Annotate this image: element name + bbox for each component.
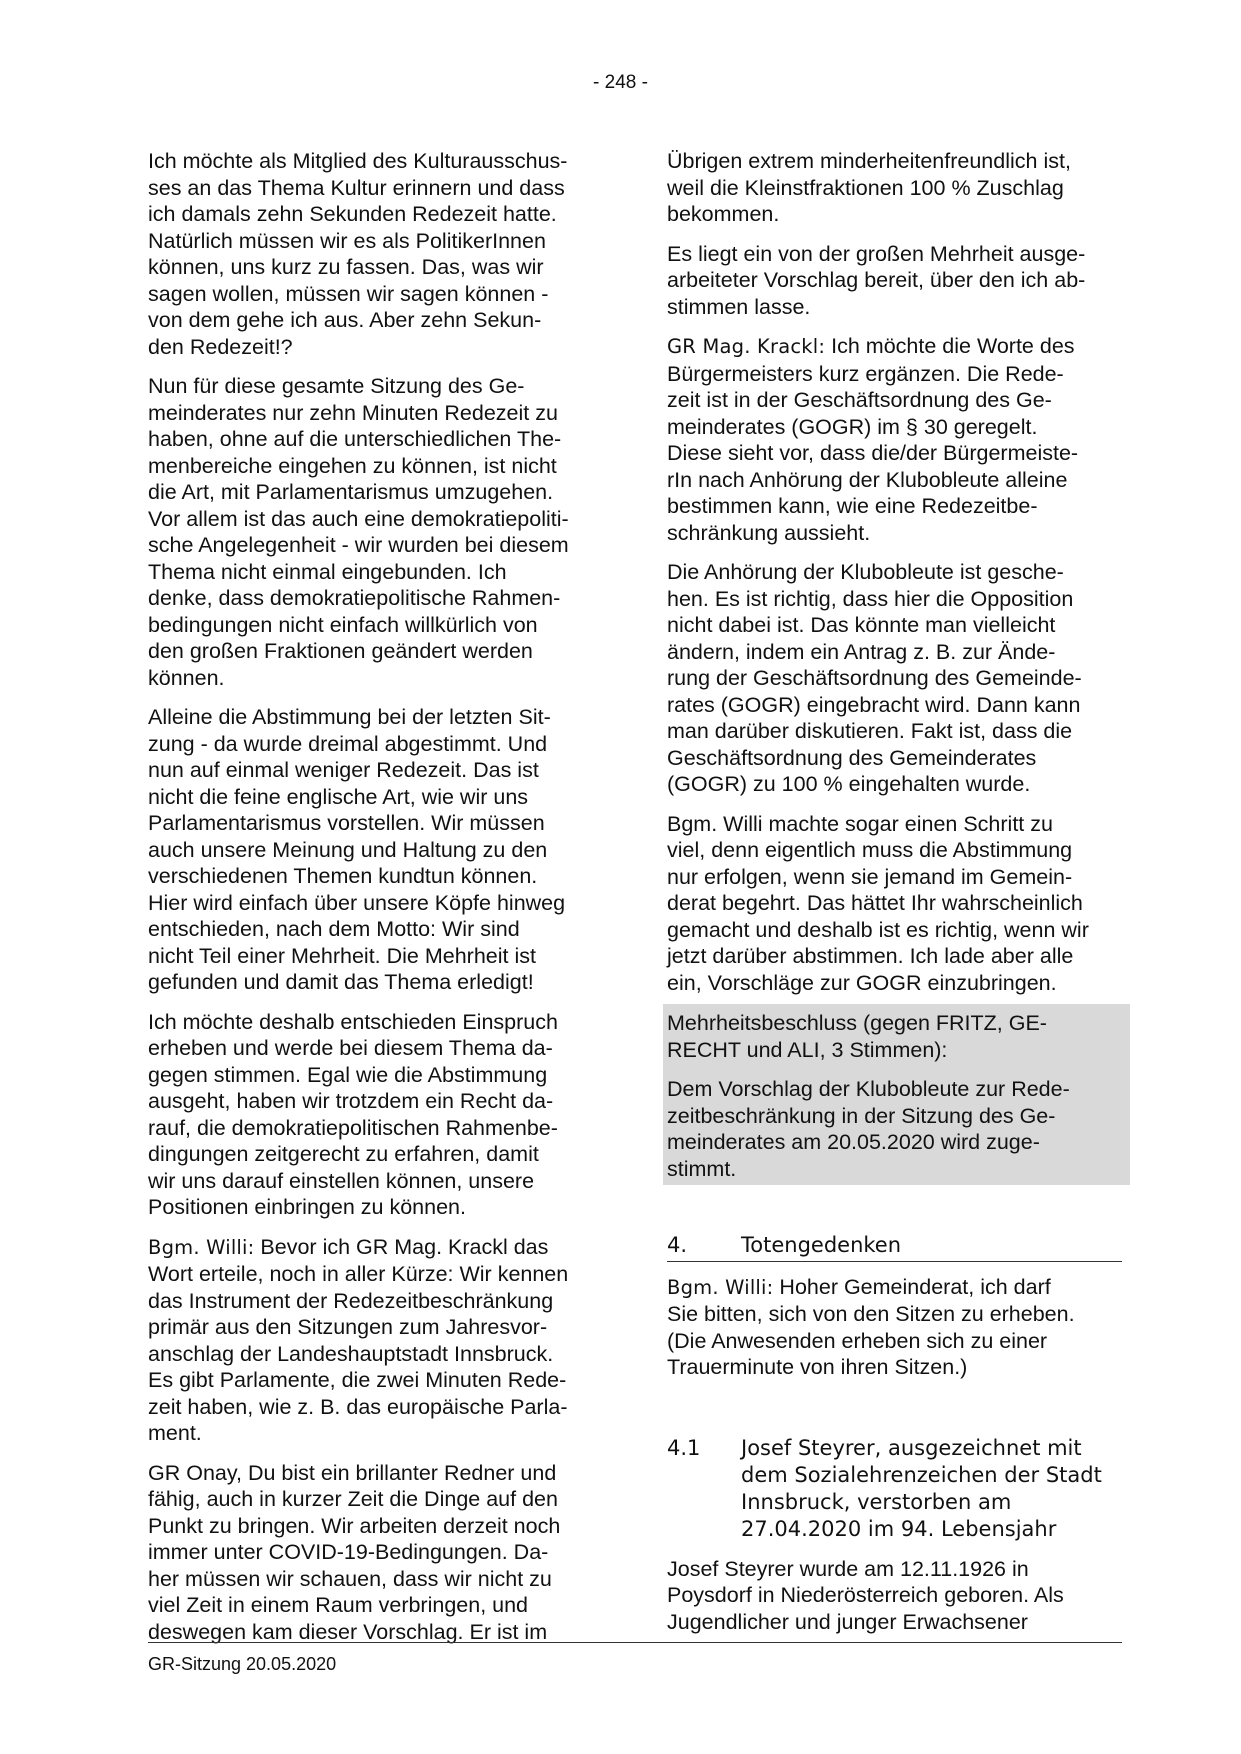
text-line: hen. Es ist richtig, dass hier die Opposition (667, 586, 1074, 611)
text-line: ein, Vorschläge zur GOGR einzubringen. (667, 970, 1057, 995)
text-line: RECHT und ALI, 3 Stimmen): (667, 1037, 948, 1062)
text-line: gemacht und deshalb ist es richtig, wenn wir (667, 917, 1089, 942)
text-line: dingungen zeitgerecht zu erfahren, damit (148, 1142, 539, 1166)
text-line: Wort erteile, noch in aller Kürze: Wir kennen (148, 1262, 569, 1286)
text-line: nicht die feine englische Art, wie wir uns (148, 784, 529, 809)
text-line: Jugendlicher und junger Erwachsener (667, 1609, 1028, 1634)
text-line: zung - da wurde dreimal abgestimmt. Und (148, 731, 548, 756)
paragraph (148, 373, 604, 691)
paragraph (667, 559, 1122, 798)
section-heading (667, 1232, 1122, 1262)
text-line: Josef Steyrer wurde am 12.11.1926 in (667, 1556, 1029, 1581)
text-line: Mehrheitsbeschluss (gegen FRITZ, GE- (667, 1011, 1047, 1035)
text-line: Dem Vorschlag der Klubobleute zur Rede- (667, 1077, 1070, 1101)
text-line: Natürlich müssen wir es als PolitikerInnen (148, 228, 546, 253)
text-line: ändern, indem ein Antrag z. B. zur Ände- (667, 639, 1056, 664)
text-line: ses an das Thema Kultur erinnern und dass (148, 175, 565, 200)
text-line: Die Anhörung der Klubobleute ist gesche- (667, 560, 1064, 584)
resolution-box (663, 1004, 1130, 1185)
text-line: Bürgermeisters kurz ergänzen. Die Rede- (667, 361, 1064, 386)
text-line: Es gibt Parlamente, die zwei Minuten Rede- (148, 1368, 567, 1392)
text-line: nur erfolgen, wenn sie jemand im Gemein- (667, 864, 1073, 889)
text-line: anschlag der Landeshauptstadt Innsbruck. (148, 1341, 554, 1366)
footer-text: GR-Sitzung 20.05.2020 (148, 1654, 337, 1674)
text-fragment: Hoher Gemeinderat, ich darf (773, 1274, 1051, 1299)
subsection-number: 4.1 (667, 1435, 701, 1460)
text-line: Ich möchte als Mitglied des Kulturausschus- (148, 149, 568, 173)
resolution-text (667, 1076, 1126, 1182)
paragraph (148, 1460, 604, 1646)
text-line: denke, dass demokratiepolitische Rahmen- (148, 586, 561, 610)
text-line: Positionen einbringen zu können. (148, 1195, 466, 1219)
left-column (148, 148, 604, 1658)
text-line: Thema nicht einmal eingebunden. Ich (148, 559, 507, 584)
right-column (667, 148, 1122, 1648)
text-line: Innsbruck, verstorben am (741, 1489, 1012, 1514)
resolution-result (667, 1010, 1126, 1063)
paragraph (667, 811, 1122, 997)
section-number: 4. (667, 1233, 688, 1257)
text-line: die Art, mit Parlamentarismus umzugehen. (148, 480, 554, 504)
text-line: arbeiteter Vorschlag bereit, über den ich ab- (667, 268, 1086, 292)
text-line: GR Onay, Du bist ein brillanter Redner und (148, 1460, 557, 1485)
text-line: zeitbeschränkung in der Sitzung des Ge- (667, 1103, 1056, 1128)
text-line: schränkung aussieht. (667, 520, 871, 545)
paragraph (148, 148, 604, 360)
text-line: können, uns kurz zu fassen. Das, was wir (148, 255, 544, 279)
text-line: Ich möchte deshalb entschieden Einspruch (148, 1009, 558, 1034)
text-line: von dem gehe ich aus. Aber zehn Sekun- (148, 308, 542, 332)
text-line: deswegen kam dieser Vorschlag. Er ist im (148, 1619, 548, 1644)
section-title: Totengedenken (741, 1233, 902, 1257)
text-line: Poysdorf in Niederösterreich geboren. Als (667, 1583, 1064, 1607)
text-line: Übrigen extrem minderheitenfreundlich ist, (667, 149, 1071, 173)
text-line: (Die Anwesenden erheben sich zu einer (667, 1328, 1048, 1353)
text-line: wir uns darauf einstellen können, unsere (148, 1168, 535, 1193)
paragraph (148, 704, 604, 996)
text-line (148, 1234, 604, 1262)
paragraph (667, 241, 1122, 321)
text-line: viel, denn eigentlich muss die Abstimmung (667, 838, 1073, 862)
text-line: Josef Steyrer, ausgezeichnet mit (741, 1435, 1082, 1460)
text-line: (GOGR) zu 100 % eingehalten wurde. (667, 772, 1031, 796)
text-line: Punkt zu bringen. Wir arbeiten derzeit noch (148, 1513, 561, 1538)
text-line: immer unter COVID-19-Bedingungen. Da- (148, 1540, 549, 1564)
text-fragment: Bevor ich GR Mag. Krackl das (254, 1234, 549, 1259)
text-line: sagen wollen, müssen wir sagen können - (148, 281, 549, 306)
paragraph (667, 148, 1122, 228)
text-line: meinderates nur zehn Minuten Redezeit zu (148, 400, 558, 425)
text-line: rung der Geschäftsordnung des Gemeinde- (667, 666, 1082, 690)
text-line: man darüber diskutieren. Fakt ist, dass die (667, 719, 1073, 743)
text-line: derat begehrt. Das hättet Ihr wahrscheinlich (667, 891, 1083, 915)
text-line: nicht dabei ist. Das könnte man vielleicht (667, 613, 1056, 637)
paragraph (667, 1274, 1122, 1381)
text-line: meinderates (GOGR) im § 30 geregelt. (667, 414, 1038, 439)
paragraph (148, 1009, 604, 1221)
speaker-name: GR Mag. Krackl: (667, 335, 826, 358)
text-line: her müssen wir schauen, dass wir nicht zu (148, 1566, 552, 1591)
text-line: Hier wird einfach über unsere Köpfe hinweg (148, 890, 566, 915)
text-line: dem Sozialehrenzeichen der Stadt (741, 1462, 1102, 1487)
text-line: 27.04.2020 im 94. Lebensjahr (741, 1516, 1057, 1541)
text-fragment: Ich möchte die Worte des (825, 334, 1075, 358)
text-line: den Redezeit!? (148, 334, 293, 359)
text-line: fähig, auch in kurzer Zeit die Dinge auf den (148, 1487, 558, 1511)
text-line: Geschäftsordnung des Gemeinderates (667, 745, 1037, 770)
text-line: Alleine die Abstimmung bei der letzten Sit- (148, 705, 551, 729)
text-line: bedingungen nicht einfach willkürlich von (148, 612, 538, 637)
page-number: - 248 - (593, 72, 648, 93)
text-line: haben, ohne auf die unterschiedlichen The- (148, 427, 562, 451)
text-line: ich damals zehn Sekunden Redezeit hatte. (148, 202, 557, 226)
subsection-heading (667, 1435, 1122, 1543)
text-line: sche Angelegenheit - wir wurden bei diesem (148, 533, 569, 557)
text-line: viel Zeit in einem Raum verbringen, und (148, 1593, 529, 1617)
text-line: nicht Teil einer Mehrheit. Die Mehrheit ist (148, 943, 536, 968)
speaker-name: Bgm. Willi: (667, 1275, 774, 1299)
text-line: das Instrument der Redezeitbeschränkung (148, 1288, 554, 1313)
speaker-name: Bgm. Willi: (148, 1235, 255, 1259)
subsection-title (741, 1435, 1102, 1543)
text-line: ment. (148, 1421, 202, 1445)
text-line: Sie bitten, sich von den Sitzen zu erheben. (667, 1302, 1075, 1326)
text-line: ausgeht, haben wir trotzdem ein Recht da- (148, 1089, 554, 1113)
paragraph (148, 1234, 604, 1447)
text-line: primär aus den Sitzungen zum Jahresvor- (148, 1315, 548, 1339)
text-line: erheben und werde bei diesem Thema da- (148, 1036, 553, 1060)
text-line: entschieden, nach dem Motto: Wir sind (148, 917, 520, 941)
text-line: Nun für diese gesamte Sitzung des Ge- (148, 374, 525, 398)
text-line: auch unsere Meinung und Haltung zu den (148, 837, 548, 862)
text-line: Parlamentarismus vorstellen. Wir müssen (148, 811, 545, 835)
text-line: Diese sieht vor, dass die/der Bürgermeiste- (667, 441, 1079, 465)
footer-divider (148, 1642, 1122, 1643)
paragraph (667, 1556, 1122, 1636)
text-line: zeit haben, wie z. B. das europäische Parla- (148, 1394, 568, 1419)
paragraph (667, 333, 1122, 546)
text-line: rates (GOGR) eingebracht wird. Dann kann (667, 692, 1081, 717)
text-line: Trauerminute von ihren Sitzen.) (667, 1355, 968, 1379)
text-line: rauf, die demokratiepolitischen Rahmenbe- (148, 1115, 558, 1140)
text-line: verschiedenen Themen kundtun können. (148, 864, 538, 888)
text-line: gefunden und damit das Thema erledigt! (148, 970, 534, 994)
text-line: stimmt. (667, 1156, 737, 1181)
text-line: können. (148, 665, 225, 690)
text-line: Es liegt ein von der großen Mehrheit ausge- (667, 241, 1086, 266)
text-line: weil die Kleinstfraktionen 100 % Zuschlag (667, 175, 1064, 200)
text-line: rIn nach Anhörung der Klubobleute alleine (667, 467, 1068, 492)
text-line: gegen stimmen. Egal wie die Abstimmung (148, 1062, 548, 1087)
text-line: Bgm. Willi machte sogar einen Schritt zu (667, 811, 1053, 836)
text-line: zeit ist in der Geschäftsordnung des Ge- (667, 388, 1052, 412)
text-line: den großen Fraktionen geändert werden (148, 639, 533, 663)
text-line: jetzt darüber abstimmen. Ich lade aber alle (667, 944, 1074, 968)
text-line: bekommen. (667, 202, 780, 226)
text-line: bestimmen kann, wie eine Redezeitbe- (667, 494, 1038, 518)
text-line: menbereiche eingehen zu können, ist nicht (148, 453, 557, 478)
text-line: meinderates am 20.05.2020 wird zuge- (667, 1130, 1040, 1154)
text-line (667, 333, 1122, 361)
text-line: Vor allem ist das auch eine demokratiepoliti- (148, 506, 569, 531)
text-line: nun auf einmal weniger Redezeit. Das ist (148, 758, 539, 782)
text-line (667, 1274, 1122, 1302)
text-line: stimmen lasse. (667, 294, 811, 319)
